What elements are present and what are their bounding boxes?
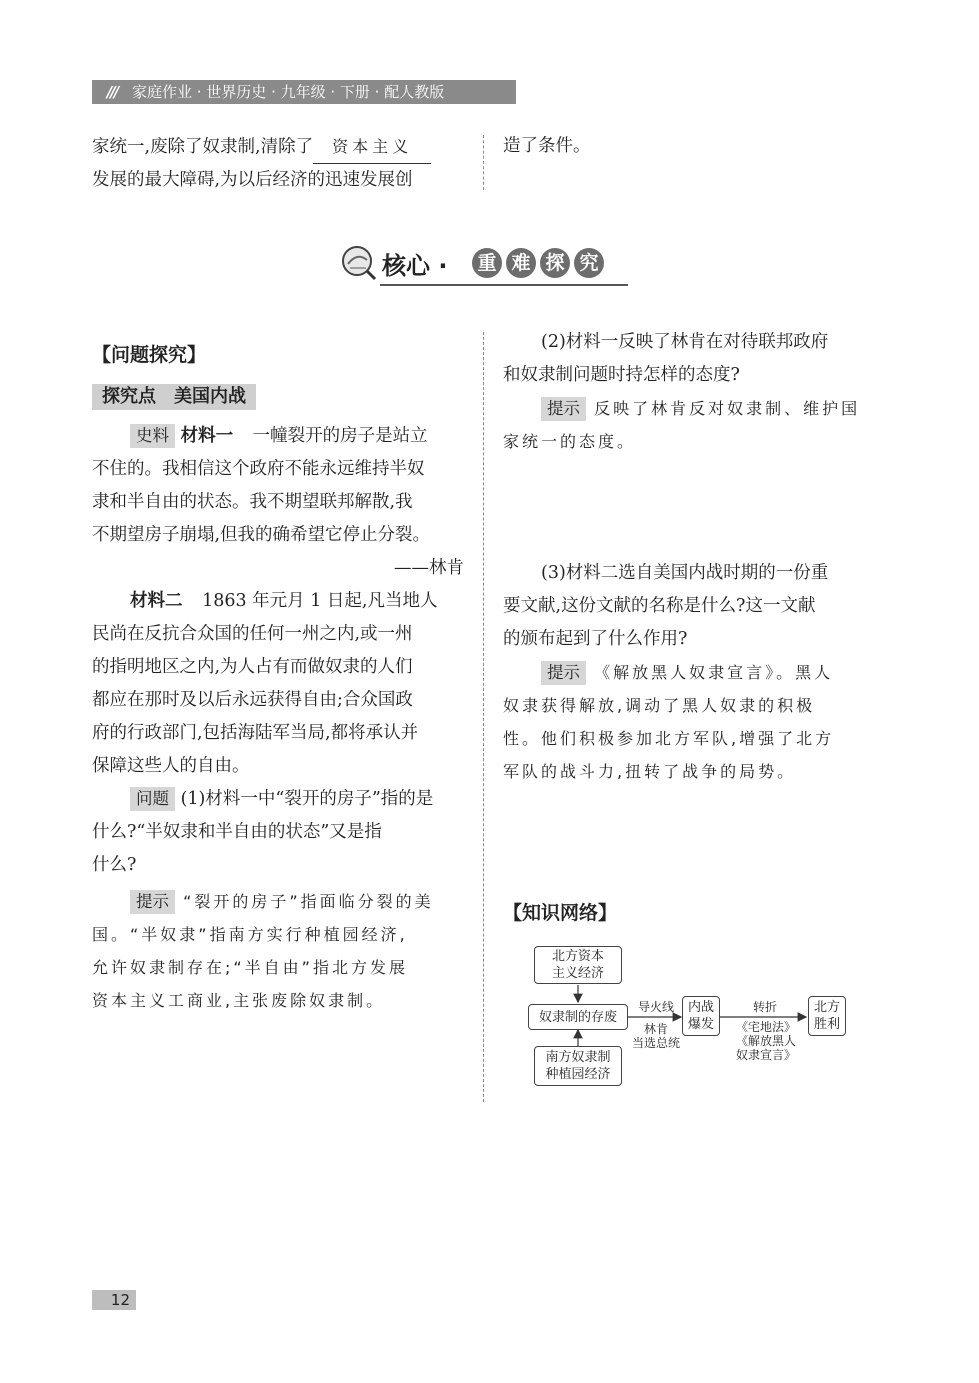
explore-point-label: 探究点 美国内战 [92, 384, 256, 410]
page-number: 12 [92, 1290, 136, 1310]
q3-block [503, 557, 879, 788]
fill-blank-answer: 资本主义 [313, 130, 431, 164]
heading-char-1: 重 [472, 248, 502, 278]
box-victory [808, 996, 846, 1036]
material1-line-1: 一幢裂开的房子是站立 [252, 426, 428, 446]
victory-l1: 北方 [813, 1000, 840, 1015]
turn-doc-3: 奴隶宣言》 [735, 1048, 796, 1062]
knowledge-diagram [520, 938, 860, 1098]
magnifier-icon [340, 244, 378, 282]
h3-line-2: 奴隶获得解放,调动了黑人奴隶的积极 [503, 696, 816, 715]
q1-line-2: 什么?“半奴隶和半自由的状态”又是指 [92, 822, 382, 842]
h1-line-4: 资本主义工商业,主张废除奴隶制。 [92, 991, 386, 1010]
h3-line-4: 军队的战斗力,扭转了战争的局势。 [503, 762, 797, 781]
victory-l2: 胜利 [813, 1017, 840, 1032]
material1-title: 材料一 [180, 426, 234, 446]
q2-block [503, 326, 879, 458]
north-economy-l1: 北方资本 [551, 949, 604, 964]
material1-line-4: 不期望房子崩塌,但我的确希望它停止分裂。 [92, 525, 431, 545]
h2-line-1: 反映了林肯反对奴隶制、维护国 [594, 399, 861, 418]
material2-line-2: 民尚在反抗合众国的任何一州之内,或一州 [92, 624, 413, 644]
war-l2: 爆发 [687, 1017, 714, 1032]
h2-line-2: 家统一的态度。 [503, 432, 637, 451]
q2-line-1: (2)材料一反映了林肯在对待联邦政府 [541, 332, 829, 352]
heading-char-2: 难 [506, 248, 536, 278]
column-divider [483, 332, 484, 1102]
box-slavery: 奴隶制的存废 [528, 1004, 628, 1030]
knowledge-heading: 【知识网络】 [503, 902, 618, 924]
section-heading [340, 240, 640, 295]
material1-line-2: 不住的。我相信这个政府不能永远维持半奴 [92, 459, 425, 479]
label-lincoln [626, 1022, 686, 1050]
hint-label-1: 提示 [130, 890, 175, 914]
header-slashes: /// [106, 83, 118, 101]
material2-title: 材料二 [130, 591, 183, 611]
heading-underline [380, 284, 628, 286]
war-l1: 内战 [687, 1000, 714, 1015]
question-label: 问题 [130, 787, 175, 811]
q3-line-2: 要文献,这份文献的名称是什么?这一文献 [503, 596, 816, 616]
material-label: 史料 [130, 424, 175, 448]
top-right-line: 造了条件。 [503, 136, 591, 156]
material2-line-3: 的指明地区之内,为人占有而做奴隶的人们 [92, 657, 413, 677]
q3-line-3: 的颁布起到了什么作用? [503, 629, 688, 649]
h1-line-3: 允许奴隶制存在;“半自由”指北方发展 [92, 958, 408, 977]
box-war [682, 996, 720, 1036]
top-line2: 发展的最大障碍,为以后经济的迅速发展创 [92, 170, 413, 190]
turn-doc-2: 《解放黑人 [735, 1034, 796, 1048]
material2-line-6: 保障这些人的自由。 [92, 756, 250, 776]
top-text-block [92, 130, 472, 197]
heading-char-3: 探 [540, 248, 570, 278]
material1-line-3: 隶和半自由的状态。我不期望联邦解散,我 [92, 492, 413, 512]
top-divider [483, 135, 484, 190]
h3-line-1: 《解放黑人奴隶宣言》。黑人 [594, 663, 834, 682]
material1-source: ——林肯 [394, 558, 464, 578]
north-economy-l2: 主义经济 [551, 966, 604, 981]
box-north-economy [534, 946, 622, 984]
h1-line-2: 国。“半奴隶”指南方实行种植园经济, [92, 925, 408, 944]
material-block [92, 420, 464, 1017]
q2-line-2: 和奴隶制问题时持怎样的态度? [503, 365, 740, 385]
page-header [92, 80, 516, 104]
h3-line-3: 性。他们积极参加北方军队,增强了北方 [503, 729, 835, 748]
label-turn: 转折 [752, 1000, 777, 1014]
south-economy-l1: 南方奴隶制 [545, 1050, 611, 1065]
q1-line-1: (1)材料一中“裂开的房子”指的是 [180, 789, 434, 809]
label-turn-docs [724, 1020, 808, 1062]
top-line1: 家统一,废除了奴隶制,清除了 [92, 137, 314, 157]
south-economy-l2: 种植园经济 [545, 1067, 611, 1082]
turn-doc-1: 《宅地法》 [735, 1020, 796, 1034]
lincoln-l2: 当选总统 [631, 1036, 680, 1050]
label-fuse: 导火线 [637, 1000, 674, 1014]
hint-label-3: 提示 [541, 661, 586, 685]
box-south-economy [534, 1046, 622, 1086]
h1-line-1: “裂开的房子”指面临分裂的美 [183, 892, 434, 911]
material2-line-1: 1863 年元月 1 日起,凡当地人 [202, 591, 438, 611]
q1-line-3: 什么? [92, 855, 137, 875]
problem-heading: 【问题探究】 [92, 344, 207, 366]
hint-label-2: 提示 [541, 397, 586, 421]
lincoln-l1: 林肯 [643, 1022, 668, 1036]
heading-core: 核心 · [382, 252, 448, 280]
header-title: 家庭作业 · 世界历史 · 九年级 · 下册 · 配人教版 [132, 83, 445, 101]
q3-line-1: (3)材料二选自美国内战时期的一份重 [541, 563, 829, 583]
heading-char-4: 究 [574, 248, 604, 278]
material2-line-4: 都应在那时及以后永远获得自由;合众国政 [92, 690, 413, 710]
material2-line-5: 府的行政部门,包括海陆军当局,都将承认并 [92, 723, 419, 743]
